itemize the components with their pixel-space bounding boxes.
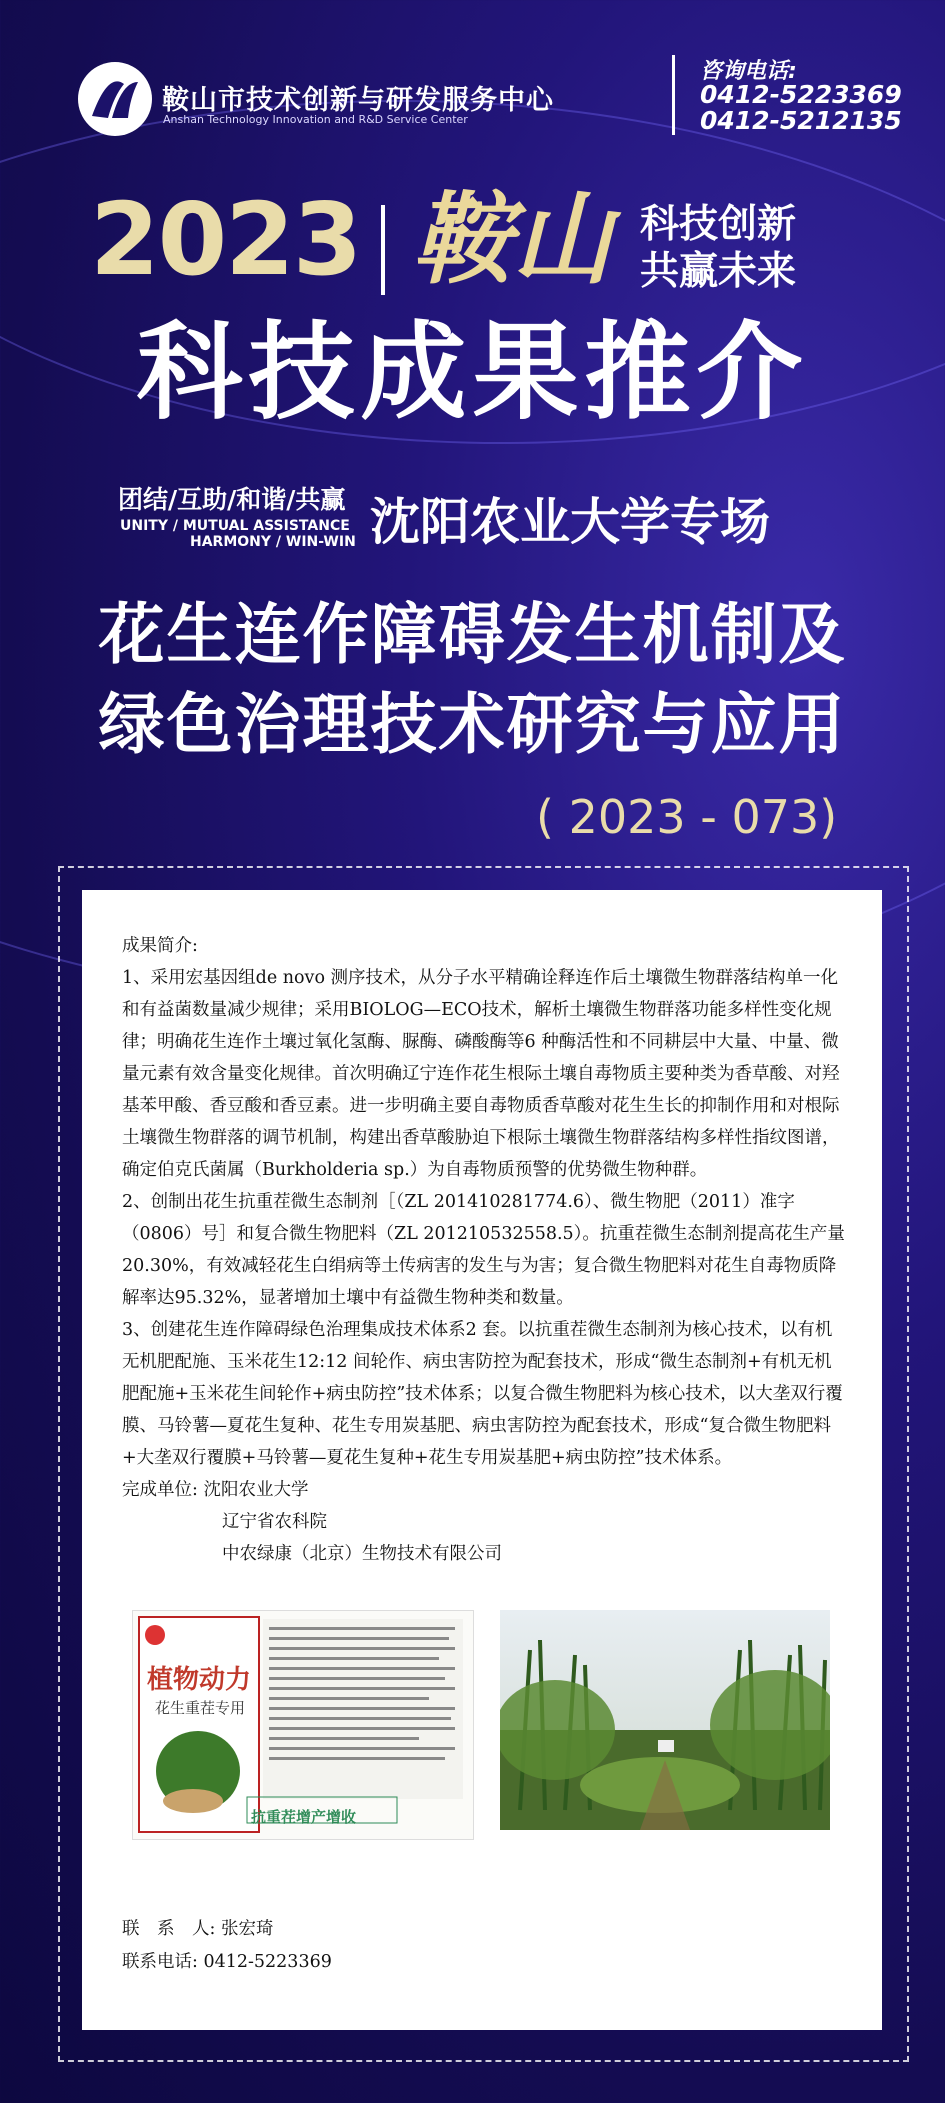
motto-en-line-1: UNITY / MUTUAL ASSISTANCE	[120, 518, 350, 534]
session-title: 沈阳农业大学专场	[370, 493, 770, 551]
product-name: 植物动力	[147, 1665, 252, 1695]
paragraph-3: 3、创建花生连作障碍绿色治理集成技术体系2 套。以抗重茬微生态制剂为核心技术，以有机无机肥配施、玉米花生12:12 间轮作、病虫害防控为配套技术，形成“微生态制剂+有机无机肥配施+玉米花生间轮作+病虫防控”技术体系；以复合微生物肥料为核心技术，以大垄双行覆膜、马铃薯—夏花生复种、花生专用炭基肥、病虫害防控为配套技术，形成“复合微生物肥料+大垄双行覆膜+马铃薯—夏花生复种+花生专用炭基肥+病虫防控”技术体系。	[122, 1320, 843, 1468]
paragraph-1: 1、采用宏基因组de novo 测序技术，从分子水平精确诠释连作后土壤微生物群落结构单一化和有益菌数量减少规律；采用BIOLOG—ECO技术，解析土壤微生物群落功能多样性变化规律；明确花生连作土壤过氧化氢酶、脲酶、磷酸酶等6 种酶活性和不同耕层中大量、中量、微量元素有效含量变化规律。首次明确辽宁连作花生根际土壤自毒物质主要种类为香草酸、对羟基苯甲酸、香豆酸和香豆素。进一步明确主要自毒物质香草酸对花生生长的抑制作用和对根际土壤微生物群落的调节机制，构建出香草酸胁迫下根际土壤微生物群落结构多样性指纹图谱，确定伯克氏菌属（Burkholderia sp.）为自毒物质预警的优势微生物种群。	[122, 968, 840, 1180]
main-title: 科技成果推介	[136, 311, 809, 434]
contact-phone: 联系电话: 0412-5223369	[122, 1952, 332, 1972]
header-divider	[672, 55, 675, 135]
motto-en-line-2: HARMONY / WIN-WIN	[190, 534, 356, 550]
org-name-cn: 鞍山市技术创新与研发服务中心	[162, 85, 554, 116]
slogan-line-1: 科技创新	[640, 202, 797, 247]
peanut-field-photo	[500, 1610, 830, 1830]
product-image	[132, 1610, 474, 1840]
project-code: ( 2023 - 073)	[536, 790, 838, 844]
unit-3: 中农绿康（北京）生物技术有限公司	[222, 1544, 502, 1564]
city-title: 鞍山	[412, 181, 612, 298]
logo-icon	[78, 62, 152, 136]
project-title-line-2: 绿色治理技术研究与应用	[98, 686, 847, 763]
phone-number-1: 0412-5223369	[700, 80, 902, 109]
unit-2: 辽宁省农科院	[222, 1512, 327, 1532]
unit-1: 沈阳农业大学	[203, 1480, 309, 1500]
content-text	[122, 930, 847, 1570]
consult-label: 咨询电话:	[700, 59, 797, 84]
slogan-line-2: 共赢未来	[640, 249, 797, 294]
contact-person: 联 系 人: 张宏琦	[122, 1919, 274, 1939]
year-title: 2023	[90, 181, 361, 298]
product-slogan: 抗重茬增产增收	[251, 1808, 357, 1826]
product-graphic	[133, 1611, 473, 1839]
title-divider	[381, 205, 385, 295]
paragraph-2: 2、创制出花生抗重茬微生态制剂［（ZL 201410281774.6）、微生物肥（2011）准字（0806）号］和复合微生物肥料（ZL 201210532558.5）。抗重茬微生态制剂提高花生产量20.30%，有效减轻花生白绢病等土传病害的发生与为害；复合微生物肥料对花生自毒物质降解率达95.32%，显著增加土壤中有益微生物种类和数量。	[122, 1192, 845, 1308]
motto-cn: 团结/互助/和谐/共赢	[118, 485, 346, 514]
units-line	[122, 1474, 847, 1506]
product-subtitle: 花生重茬专用	[155, 1699, 246, 1717]
project-title-line-1: 花生连作障碍发生机制及	[98, 596, 847, 673]
center-logo	[78, 62, 152, 136]
org-name-en: Anshan Technology Innovation and R&D Service Center	[163, 113, 468, 126]
intro-label: 成果简介:	[122, 936, 198, 956]
units-label: 完成单位:	[122, 1480, 204, 1500]
phone-number-2: 0412-5212135	[700, 106, 902, 135]
content-panel	[82, 890, 882, 2030]
field-graphic	[500, 1610, 830, 1830]
